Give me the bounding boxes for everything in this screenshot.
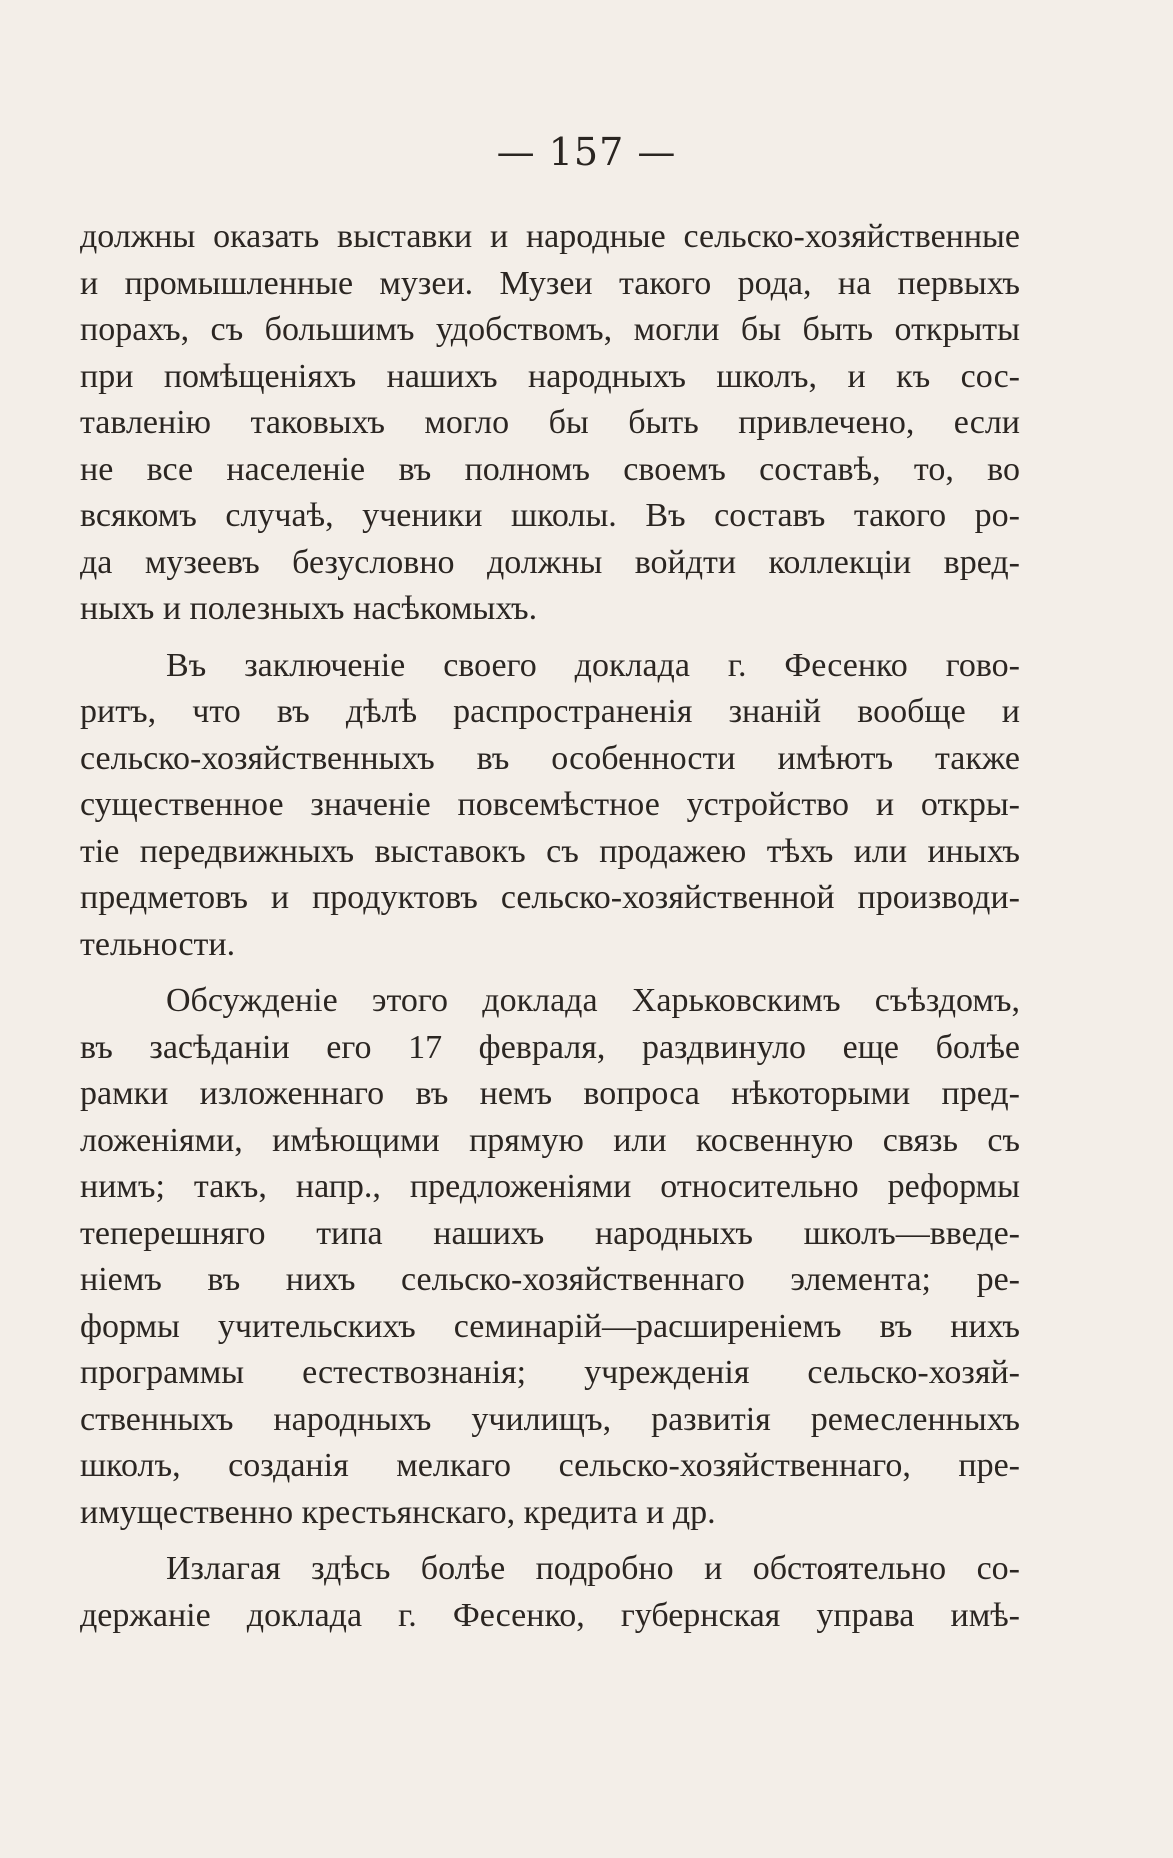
text-line: при помѣщеніяхъ нашихъ народныхъ школъ, и къ сос- [80,357,1020,395]
text-line: программы естествознанія; учрежденія сельско-хозяй- [80,1354,1020,1391]
text-line: не все населеніе въ полномъ своемъ составѣ, то, во [80,450,1020,488]
text-line: держаніе доклада г. Фесенко, губернская управа имѣ- [80,1596,1020,1634]
text-line: да музеевъ безусловно должны войдти коллекціи вред- [80,543,1020,581]
text-line: школъ, созданія мелкаго сельско-хозяйственнаго, пре- [80,1447,1020,1484]
paragraph-2 [80,643,1020,969]
text-line: ритъ, что въ дѣлѣ распространенія знаній вообще и [80,693,1020,730]
text-line: должны оказать выставки и народные сельско-хозяйственные [80,218,1020,255]
text-line: существенное значеніе повсемѣстное устройство и откры- [80,786,1020,823]
paragraph-4 [80,1546,1020,1639]
text-line: имущественно крестьянскаго, кредита и др. [80,1493,716,1531]
text-line: формы учительскихъ семинарій—расширеніемъ въ нихъ [80,1307,1020,1345]
paragraph-1 [80,214,1020,633]
text-line: нимъ; такъ, напр., предложеніями относительно реформы [80,1168,1020,1205]
text-line: въ засѣданіи его 17 февраля, раздвинуло еще болѣе [80,1028,1020,1066]
text-line: рамки изложеннаго въ немъ вопроса нѣкоторыми пред- [80,1075,1020,1112]
text-line: тавленію таковыхъ могло бы быть привлечено, если [80,404,1020,441]
text-line: теперешняго типа нашихъ народныхъ школъ—введе- [80,1214,1020,1252]
text-line: ныхъ и полезныхъ насѣкомыхъ. [80,590,538,627]
text-line: тельности. [80,925,236,963]
paragraph-3 [80,978,1020,1536]
text-line: Обсужденіе этого доклада Харьковскимъ съѣздомъ, [166,982,1020,1019]
text-line: порахъ, съ большимъ удобствомъ, могли бы быть открыты [80,311,1020,348]
text-line: ственныхъ народныхъ училищъ, развитія ремесленныхъ [80,1400,1020,1438]
text-line: всякомъ случаѣ, ученики школы. Въ составъ такого ро- [80,497,1020,534]
text-line: Въ заключеніе своего доклада г. Фесенко гово- [166,646,1020,684]
text-line: предметовъ и продуктовъ сельско-хозяйственной производи- [80,879,1020,916]
text-line: Излагая здѣсь болѣе подробно и обстоятельно со- [166,1550,1020,1587]
text-line: ніемъ въ нихъ сельско-хозяйственнаго элемента; ре- [80,1261,1020,1298]
text-line: ложеніями, имѣющими прямую или косвенную связь съ [80,1121,1020,1159]
body-text [80,214,1020,1649]
text-line: тіе передвижныхъ выставокъ съ продажею тѣхъ или иныхъ [80,832,1020,870]
text-line: сельско-хозяйственныхъ въ особенности имѣютъ также [80,739,1020,777]
page-number: — 157 — [496,130,677,174]
text-line: и промышленные музеи. Музеи такого рода, на первыхъ [80,264,1020,302]
